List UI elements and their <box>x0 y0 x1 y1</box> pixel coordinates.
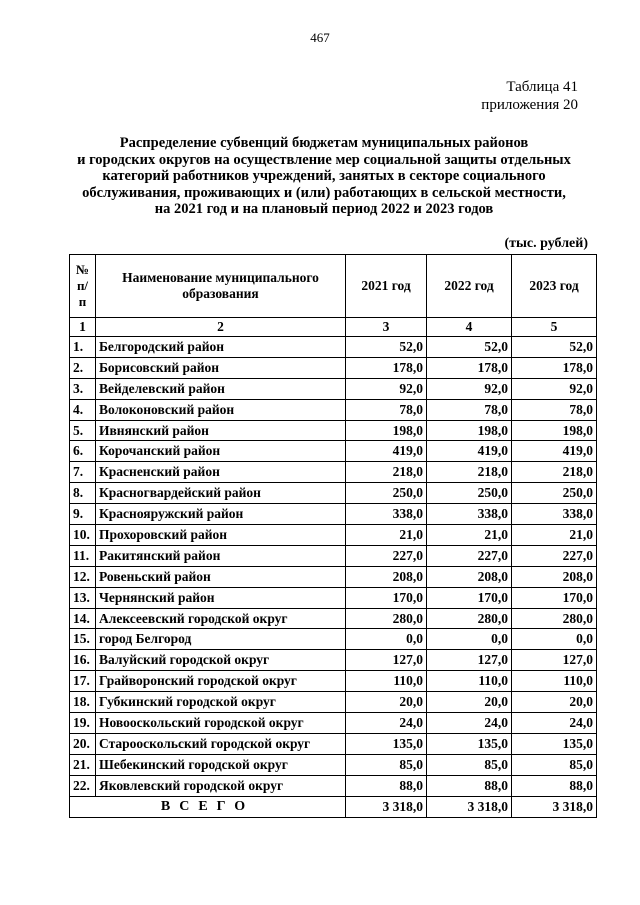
value-2023: 198,0 <box>512 420 597 441</box>
municipality-name: Новооскольский городской округ <box>96 713 346 734</box>
header-2022: 2022 год <box>427 255 512 318</box>
table-row <box>70 483 597 504</box>
value-2022: 135,0 <box>427 733 512 754</box>
table-row <box>70 399 597 420</box>
row-number: 19. <box>70 713 96 734</box>
value-2022: 78,0 <box>427 399 512 420</box>
value-2022: 21,0 <box>427 525 512 546</box>
value-2022: 419,0 <box>427 441 512 462</box>
value-2022: 227,0 <box>427 545 512 566</box>
value-2021: 178,0 <box>346 357 427 378</box>
value-2023: 52,0 <box>512 337 597 358</box>
table-row <box>70 337 597 358</box>
row-number: 16. <box>70 650 96 671</box>
row-number: 10. <box>70 525 96 546</box>
value-2022: 208,0 <box>427 566 512 587</box>
title-line: на 2021 год и на плановый период 2022 и 2023 годов <box>154 201 494 217</box>
value-2021: 250,0 <box>346 483 427 504</box>
table-row <box>70 441 597 462</box>
value-2023: 218,0 <box>512 462 597 483</box>
value-2023: 127,0 <box>512 650 597 671</box>
municipality-name: Губкинский городской округ <box>96 692 346 713</box>
table-row <box>70 357 597 378</box>
municipality-name: Прохоровский район <box>96 525 346 546</box>
table-row <box>70 754 597 775</box>
row-number: 17. <box>70 671 96 692</box>
value-2021: 170,0 <box>346 587 427 608</box>
table-row <box>70 775 597 796</box>
column-index: 1 <box>70 318 96 337</box>
value-2022: 250,0 <box>427 483 512 504</box>
table-row <box>70 733 597 754</box>
row-number: 18. <box>70 692 96 713</box>
value-2023: 78,0 <box>512 399 597 420</box>
value-2021: 85,0 <box>346 754 427 775</box>
value-2023: 178,0 <box>512 357 597 378</box>
value-2021: 135,0 <box>346 733 427 754</box>
page-number: 467 <box>310 30 330 45</box>
row-number: 4. <box>70 399 96 420</box>
value-2023: 170,0 <box>512 587 597 608</box>
value-2023: 280,0 <box>512 608 597 629</box>
value-2023: 24,0 <box>512 713 597 734</box>
value-2022: 338,0 <box>427 504 512 525</box>
row-number: 9. <box>70 504 96 525</box>
municipality-name: Корочанский район <box>96 441 346 462</box>
header-2021: 2021 год <box>346 255 427 318</box>
value-2022: 92,0 <box>427 378 512 399</box>
municipality-name: Старооскольский городской округ <box>96 733 346 754</box>
municipality-name: Яковлевский городской округ <box>96 775 346 796</box>
value-2021: 0,0 <box>346 629 427 650</box>
municipality-name: Белгородский район <box>96 337 346 358</box>
title-line: Распределение субвенций бюджетам муниципальных районов <box>119 135 529 151</box>
table-row <box>70 587 597 608</box>
units-label: (тыс. рублей) <box>504 236 588 251</box>
total-2021: 3 318,0 <box>346 796 427 817</box>
value-2021: 52,0 <box>346 337 427 358</box>
value-2022: 280,0 <box>427 608 512 629</box>
header-name: Наименование муниципального образования <box>96 255 346 318</box>
municipality-name: Чернянский район <box>96 587 346 608</box>
row-number: 12. <box>70 566 96 587</box>
value-2022: 170,0 <box>427 587 512 608</box>
municipality-name: Краснояружский район <box>96 504 346 525</box>
value-2021: 338,0 <box>346 504 427 525</box>
municipality-name: Валуйский городской округ <box>96 650 346 671</box>
subsidy-table <box>69 254 597 818</box>
row-number: 11. <box>70 545 96 566</box>
header-2023: 2023 год <box>512 255 597 318</box>
value-2021: 208,0 <box>346 566 427 587</box>
column-index: 4 <box>427 318 512 337</box>
table-row <box>70 608 597 629</box>
value-2023: 20,0 <box>512 692 597 713</box>
column-index-row <box>70 318 597 337</box>
header-number: № п/ п <box>70 255 96 318</box>
caption-table-number: Таблица 41 <box>506 79 578 95</box>
title-line: обслуживания, проживающих и (или) работающих в сельской местности, <box>82 184 566 201</box>
municipality-name: Вейделевский район <box>96 378 346 399</box>
value-2021: 88,0 <box>346 775 427 796</box>
municipality-name: Волоконовский район <box>96 399 346 420</box>
value-2021: 227,0 <box>346 545 427 566</box>
value-2021: 218,0 <box>346 462 427 483</box>
table-header-row <box>70 255 597 318</box>
column-index: 3 <box>346 318 427 337</box>
value-2021: 127,0 <box>346 650 427 671</box>
value-2021: 419,0 <box>346 441 427 462</box>
value-2022: 85,0 <box>427 754 512 775</box>
value-2021: 24,0 <box>346 713 427 734</box>
value-2022: 127,0 <box>427 650 512 671</box>
document-title <box>60 135 588 218</box>
value-2022: 198,0 <box>427 420 512 441</box>
value-2022: 88,0 <box>427 775 512 796</box>
row-number: 3. <box>70 378 96 399</box>
row-number: 2. <box>70 357 96 378</box>
value-2023: 227,0 <box>512 545 597 566</box>
municipality-name: Ровеньский район <box>96 566 346 587</box>
value-2023: 208,0 <box>512 566 597 587</box>
municipality-name: Красненский район <box>96 462 346 483</box>
value-2023: 135,0 <box>512 733 597 754</box>
table-row <box>70 378 597 399</box>
table-row <box>70 420 597 441</box>
value-2022: 20,0 <box>427 692 512 713</box>
row-number: 13. <box>70 587 96 608</box>
row-number: 15. <box>70 629 96 650</box>
table-row <box>70 713 597 734</box>
table-row <box>70 566 597 587</box>
row-number: 1. <box>70 337 96 358</box>
value-2021: 198,0 <box>346 420 427 441</box>
row-number: 22. <box>70 775 96 796</box>
value-2023: 419,0 <box>512 441 597 462</box>
value-2021: 280,0 <box>346 608 427 629</box>
municipality-name: Шебекинский городской округ <box>96 754 346 775</box>
value-2022: 178,0 <box>427 357 512 378</box>
value-2021: 20,0 <box>346 692 427 713</box>
total-2023: 3 318,0 <box>512 796 597 817</box>
value-2022: 0,0 <box>427 629 512 650</box>
value-2021: 21,0 <box>346 525 427 546</box>
caption-appendix: приложения 20 <box>481 97 578 113</box>
title-line: категорий работников учреждений, занятых в секторе социального <box>102 168 546 184</box>
value-2023: 88,0 <box>512 775 597 796</box>
municipality-name: Ивнянский район <box>96 420 346 441</box>
value-2023: 21,0 <box>512 525 597 546</box>
row-number: 14. <box>70 608 96 629</box>
municipality-name: Алексеевский городской округ <box>96 608 346 629</box>
table-row <box>70 650 597 671</box>
table-row <box>70 671 597 692</box>
value-2023: 92,0 <box>512 378 597 399</box>
value-2023: 0,0 <box>512 629 597 650</box>
value-2021: 92,0 <box>346 378 427 399</box>
row-number: 8. <box>70 483 96 504</box>
value-2021: 110,0 <box>346 671 427 692</box>
table-row <box>70 525 597 546</box>
row-number: 5. <box>70 420 96 441</box>
row-number: 20. <box>70 733 96 754</box>
municipality-name: Борисовский район <box>96 357 346 378</box>
column-index: 5 <box>512 318 597 337</box>
value-2022: 110,0 <box>427 671 512 692</box>
table-row <box>70 545 597 566</box>
table-row <box>70 629 597 650</box>
row-number: 7. <box>70 462 96 483</box>
title-line: и городских округов на осуществление мер социальной защиты отдельных <box>77 151 571 168</box>
value-2023: 338,0 <box>512 504 597 525</box>
value-2023: 85,0 <box>512 754 597 775</box>
column-index: 2 <box>96 318 346 337</box>
table-row <box>70 462 597 483</box>
value-2023: 250,0 <box>512 483 597 504</box>
total-2022: 3 318,0 <box>427 796 512 817</box>
total-label: ВСЕГО <box>70 796 346 817</box>
row-number: 6. <box>70 441 96 462</box>
table-row <box>70 692 597 713</box>
value-2021: 78,0 <box>346 399 427 420</box>
value-2023: 110,0 <box>512 671 597 692</box>
municipality-name: Красногвардейский район <box>96 483 346 504</box>
value-2022: 52,0 <box>427 337 512 358</box>
value-2022: 218,0 <box>427 462 512 483</box>
table-row <box>70 504 597 525</box>
municipality-name: Грайворонский городской округ <box>96 671 346 692</box>
value-2022: 24,0 <box>427 713 512 734</box>
row-number: 21. <box>70 754 96 775</box>
total-row <box>70 796 597 817</box>
municipality-name: город Белгород <box>96 629 346 650</box>
municipality-name: Ракитянский район <box>96 545 346 566</box>
table-caption <box>481 78 578 114</box>
